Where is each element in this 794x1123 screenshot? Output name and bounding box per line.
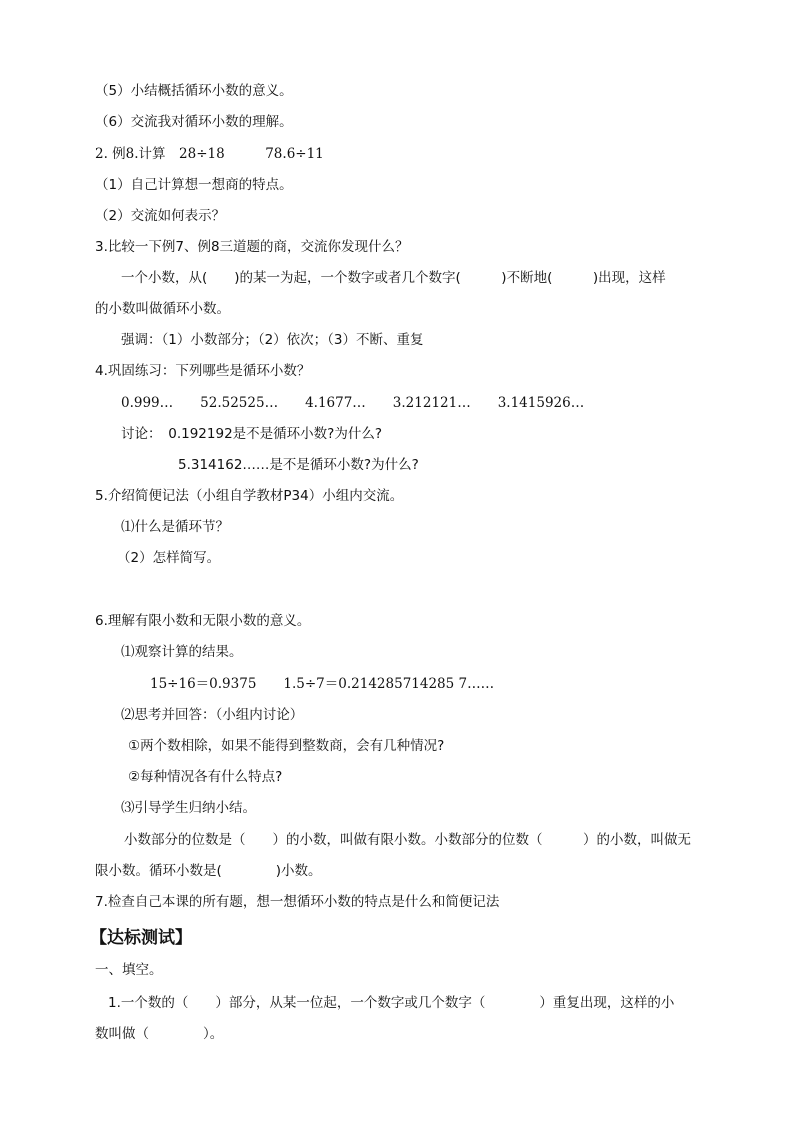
section-3-compare: 3.比较一下例7、例8三道题的商，交流你发现什么？ xyxy=(95,239,409,255)
calculation-results: 15÷16＝0.9375 1.5÷7＝0.214285714285 7…… xyxy=(150,676,495,692)
question-repetend: ⑴什么是循环节？ xyxy=(121,519,229,535)
substep-2-express: （2）交流如何表示？ xyxy=(95,208,226,224)
emphasis-note: 强调：（1）小数部分；（2）依次；（3）不断、重复 xyxy=(121,332,424,348)
fill-blank-q1-line-1: 1.一个数的（ ）部分，从某一位起，一个数字或几个数字（ ）重复出现，这样的小 xyxy=(108,995,675,1011)
question-abbreviate: （2）怎样简写。 xyxy=(117,550,221,566)
fill-blank-title: 一、填空。 xyxy=(95,962,163,978)
question-features: ②每种情况各有什么特点? xyxy=(128,769,283,785)
finite-infinite-line-2: 限小数。循环小数是( )小数。 xyxy=(95,863,322,879)
question-cases: ①两个数相除，如果不能得到整数商，会有几种情况? xyxy=(128,738,445,754)
guide-summary: ⑶引导学生归纳小结。 xyxy=(121,800,256,816)
finite-infinite-line-1: 小数部分的位数是（ ）的小数，叫做有限小数。小数部分的位数（ ）的小数，叫做无 xyxy=(124,832,691,848)
example-8-title: 2. 例8.计算 28÷18 78.6÷11 xyxy=(95,146,324,162)
section-6-meaning: 6.理解有限小数和无限小数的意义。 xyxy=(95,613,311,629)
step-6-exchange: （6）交流我对循环小数的理解。 xyxy=(95,114,293,130)
step-5-summary: （5）小结概括循环小数的意义。 xyxy=(95,83,293,99)
discussion-2: 5.314162……是不是循环小数?为什么? xyxy=(178,457,419,473)
definition-line-2: 的小数叫做循环小数。 xyxy=(95,301,230,317)
think-and-answer: ⑵思考并回答：（小组内讨论） xyxy=(121,707,304,723)
section-7-review: 7.检查自己本课的所有题，想一想循环小数的特点是什么和简便记法 xyxy=(95,894,500,910)
standard-test-heading: 【达标测试】 xyxy=(90,928,192,948)
practice-numbers: 0.999… 52.52525… 4.1677… 3.212121… 3.1415926… xyxy=(121,395,585,411)
substep-1-calc: （1）自己计算想一想商的特点。 xyxy=(95,177,293,193)
section-4-practice: 4.巩固练习：下列哪些是循环小数？ xyxy=(95,363,311,379)
fill-blank-q1-line-2: 数叫做（ ）。 xyxy=(95,1026,224,1042)
discussion-1: 讨论： 0.192192是不是循环小数?为什么? xyxy=(121,426,382,442)
definition-line-1: 一个小数，从( )的某一为起，一个数字或者几个数字( )不断地( )出现，这样 xyxy=(121,270,666,286)
observe-results: ⑴观察计算的结果。 xyxy=(121,644,243,660)
section-5-notation: 5.介绍简便记法（小组自学教材P34）小组内交流。 xyxy=(95,488,404,504)
